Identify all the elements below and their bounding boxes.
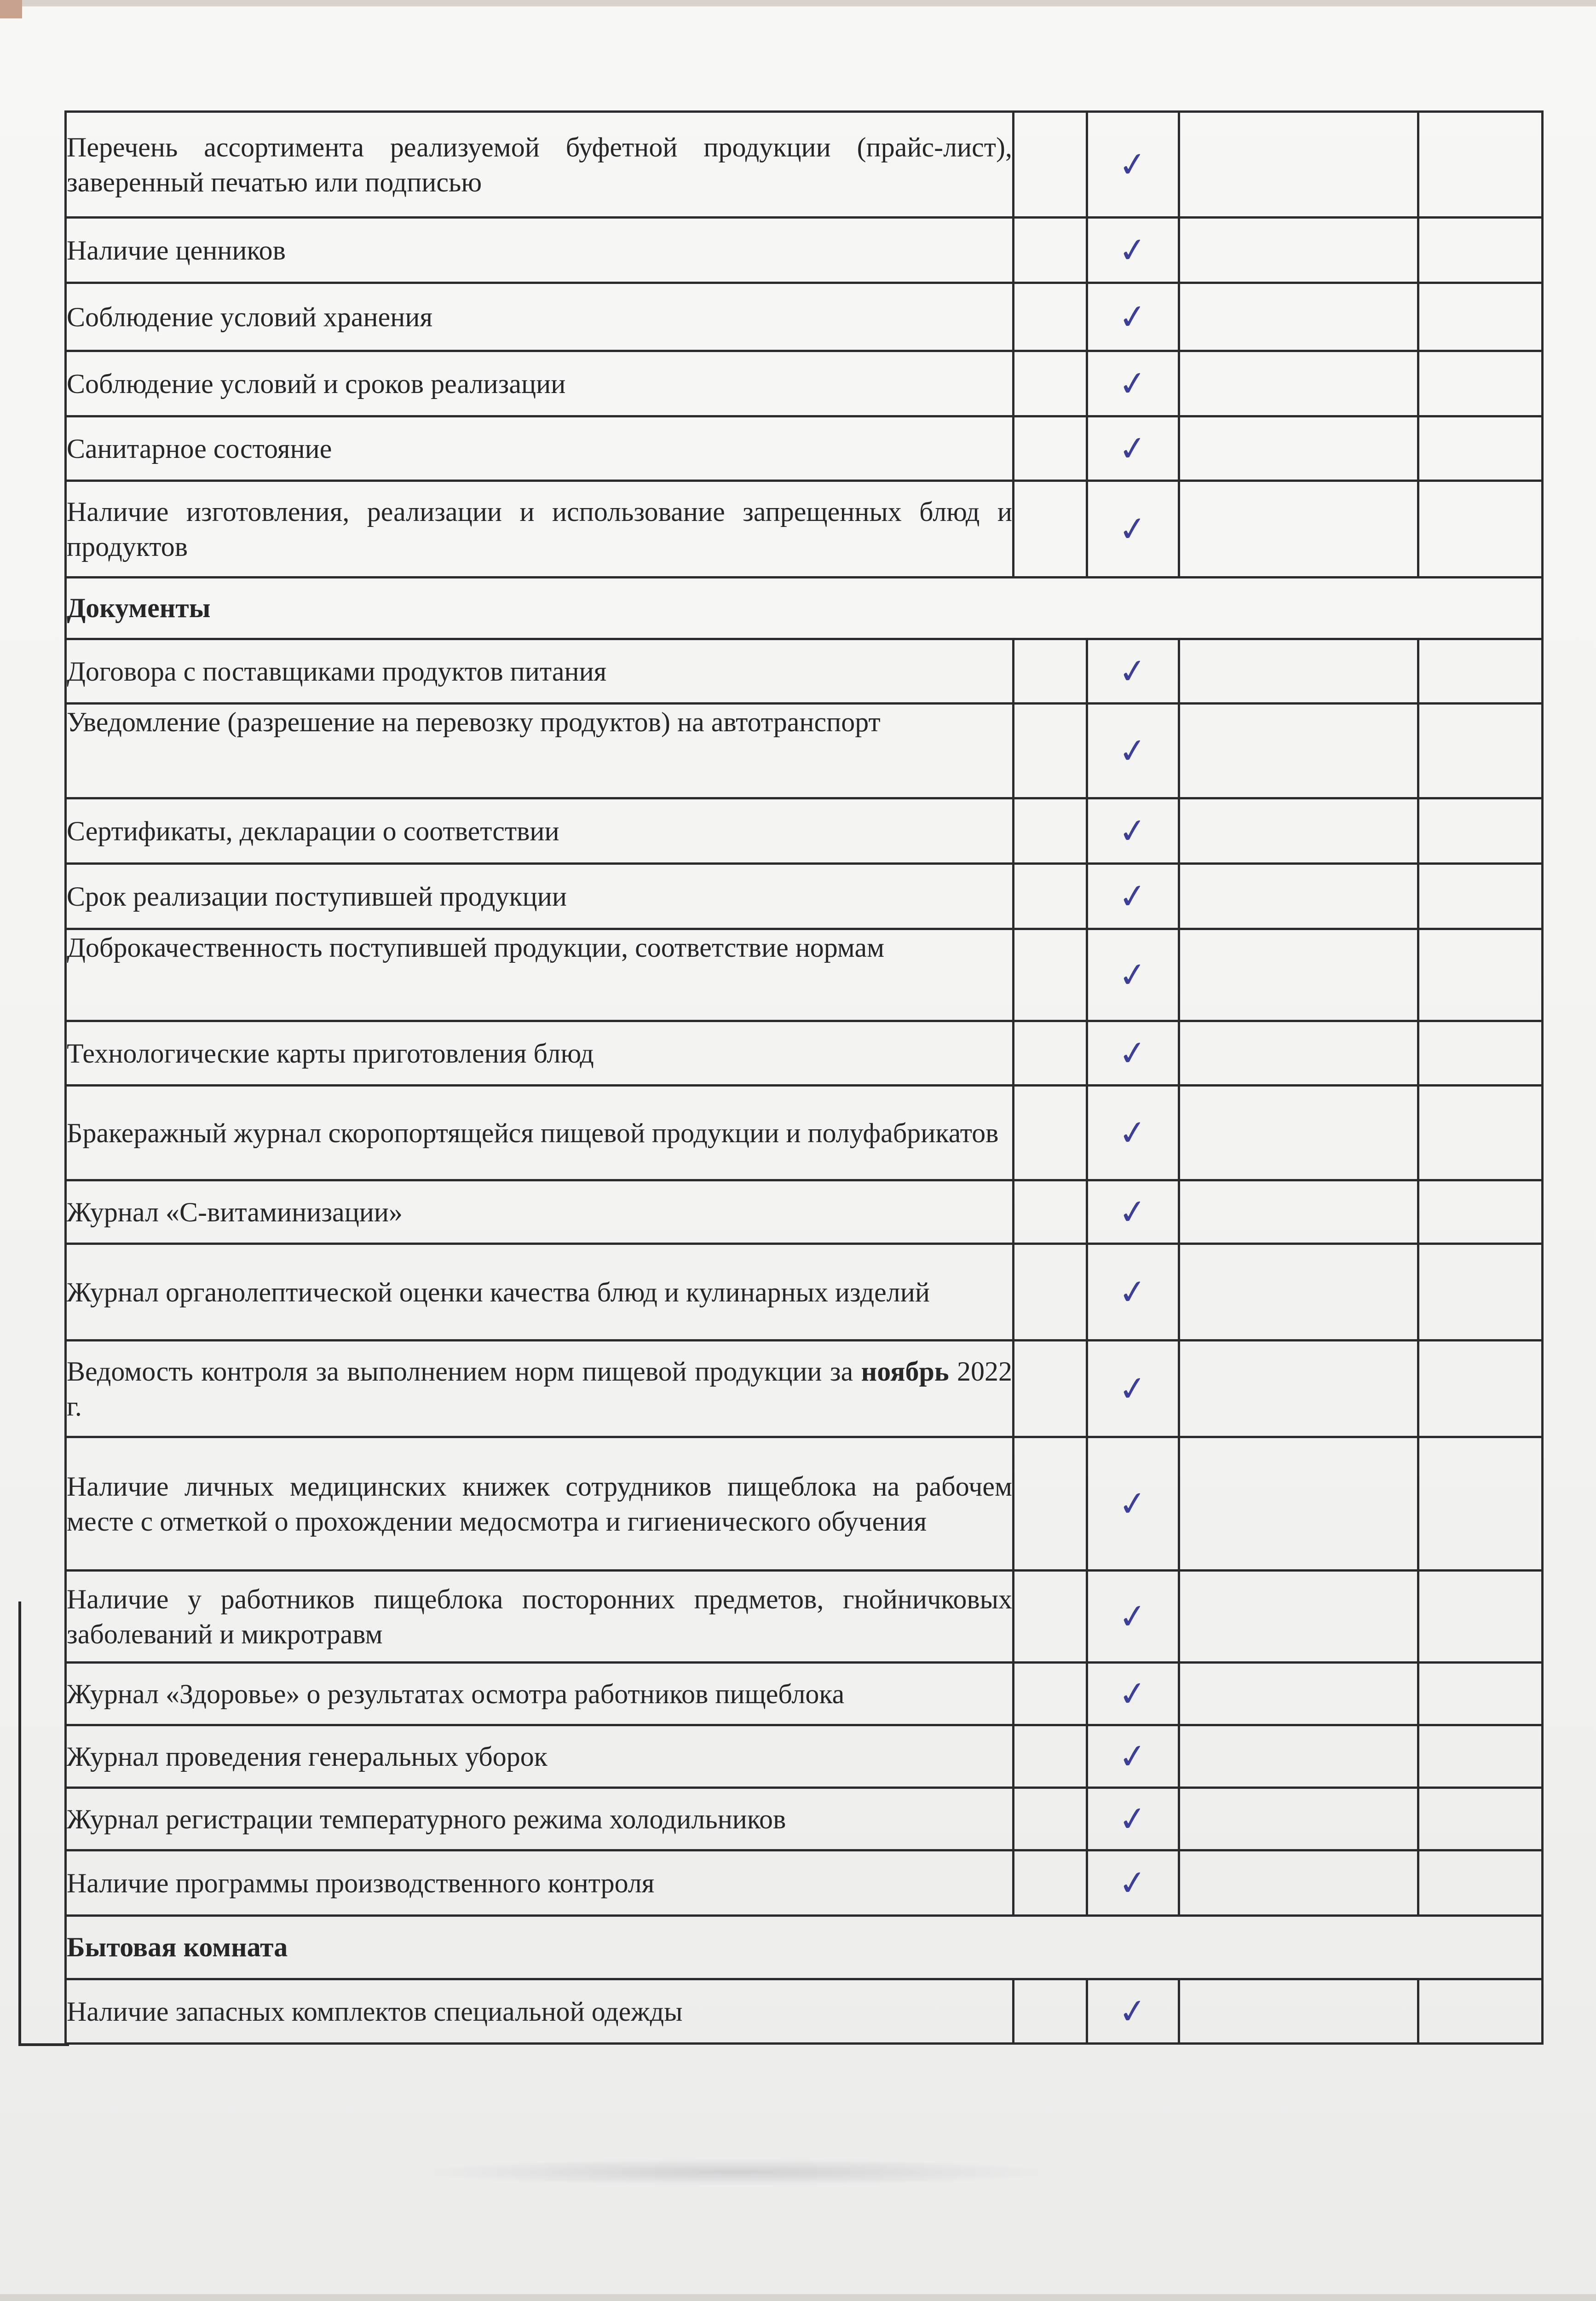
criterion-text: Журнал проведения генеральных уборок xyxy=(66,1725,1014,1788)
checkmark-icon: ✓ xyxy=(1117,229,1149,272)
checkmark-icon: ✓ xyxy=(1117,650,1149,693)
checkmark-icon: ✓ xyxy=(1117,1672,1149,1715)
empty-cell xyxy=(1418,929,1543,1021)
previous-page-edge-corner xyxy=(18,2043,69,2046)
empty-cell xyxy=(1014,112,1087,218)
table-row xyxy=(66,1086,1543,1180)
empty-cell xyxy=(1418,481,1543,578)
criterion-text: Наличие программы производственного контроля xyxy=(66,1850,1014,1916)
empty-cell xyxy=(1014,283,1087,351)
criterion-text xyxy=(66,1341,1014,1437)
criterion-text: Журнал регистрации температурного режима холодильников xyxy=(66,1788,1014,1850)
section-title: Бытовая комната xyxy=(66,1916,1543,1979)
empty-cell xyxy=(1418,1341,1543,1437)
criterion-text: Санитарное состояние xyxy=(66,416,1014,481)
empty-cell xyxy=(1014,1725,1087,1788)
inspection-checklist-table xyxy=(64,110,1544,2045)
empty-cell xyxy=(1014,481,1087,578)
empty-cell xyxy=(1418,218,1543,283)
empty-cell xyxy=(1418,1788,1543,1850)
criterion-text: Уведомление (разрешение на перевозку продуктов) на автотранспорт xyxy=(66,704,1014,798)
empty-cell xyxy=(1179,1979,1418,2044)
table-row xyxy=(66,1341,1543,1437)
mark-cell xyxy=(1087,351,1179,416)
empty-cell xyxy=(1418,1725,1543,1788)
criterion-text: Наличие ценников xyxy=(66,218,1014,283)
empty-cell xyxy=(1179,1850,1418,1916)
mark-cell xyxy=(1087,112,1179,218)
empty-cell xyxy=(1014,1021,1087,1086)
empty-cell xyxy=(1014,798,1087,864)
empty-cell xyxy=(1179,218,1418,283)
table-row xyxy=(66,1979,1543,2044)
empty-cell xyxy=(1014,1437,1087,1571)
table-row xyxy=(66,929,1543,1021)
table-row xyxy=(66,481,1543,578)
table-row xyxy=(66,1571,1543,1663)
table-row xyxy=(66,1437,1543,1571)
empty-cell xyxy=(1179,639,1418,704)
month-name: ноябрь xyxy=(861,1356,949,1387)
checkmark-icon: ✓ xyxy=(1117,1111,1149,1154)
empty-cell xyxy=(1014,704,1087,798)
empty-cell xyxy=(1014,1850,1087,1916)
empty-cell xyxy=(1179,798,1418,864)
table-row xyxy=(66,639,1543,704)
table-row xyxy=(66,704,1543,798)
table-row xyxy=(66,416,1543,481)
empty-cell xyxy=(1179,1244,1418,1341)
checkmark-icon: ✓ xyxy=(1117,1990,1149,2033)
checkmark-icon: ✓ xyxy=(1117,508,1149,550)
empty-cell xyxy=(1418,864,1543,929)
empty-cell xyxy=(1014,1663,1087,1725)
empty-cell xyxy=(1014,1244,1087,1341)
mark-cell xyxy=(1087,1979,1179,2044)
mark-cell xyxy=(1087,1850,1179,1916)
empty-cell xyxy=(1418,1437,1543,1571)
checkmark-icon: ✓ xyxy=(1117,143,1149,186)
empty-cell xyxy=(1014,1180,1087,1244)
mark-cell xyxy=(1087,1086,1179,1180)
mark-cell xyxy=(1087,1663,1179,1725)
section-header-row xyxy=(66,578,1543,639)
checkmark-icon: ✓ xyxy=(1117,1595,1149,1638)
table-row xyxy=(66,351,1543,416)
empty-cell xyxy=(1179,1021,1418,1086)
empty-cell xyxy=(1179,1788,1418,1850)
empty-cell xyxy=(1179,1341,1418,1437)
empty-cell xyxy=(1014,1979,1087,2044)
table-row xyxy=(66,1788,1543,1850)
empty-cell xyxy=(1014,218,1087,283)
table-row xyxy=(66,1725,1543,1788)
bleed-through-smudge xyxy=(414,2158,1058,2186)
checkmark-icon: ✓ xyxy=(1117,1032,1149,1075)
empty-cell xyxy=(1418,351,1543,416)
mark-cell xyxy=(1087,283,1179,351)
criterion-text: Перечень ассортимента реализуемой буфетной продукции (прайс-лист), заверенный печатью или подписью xyxy=(66,112,1014,218)
scan-bottom-edge xyxy=(0,2294,1596,2301)
mark-cell xyxy=(1087,1244,1179,1341)
empty-cell xyxy=(1179,1180,1418,1244)
table-row xyxy=(66,1021,1543,1086)
empty-cell xyxy=(1179,416,1418,481)
checkmark-icon: ✓ xyxy=(1117,1798,1149,1840)
empty-cell xyxy=(1418,1663,1543,1725)
mark-cell xyxy=(1087,1437,1179,1571)
mark-cell xyxy=(1087,639,1179,704)
criterion-text: Сертификаты, декларации о соответствии xyxy=(66,798,1014,864)
scan-corner-mark xyxy=(0,0,22,18)
mark-cell xyxy=(1087,1021,1179,1086)
empty-cell xyxy=(1179,864,1418,929)
empty-cell xyxy=(1014,1571,1087,1663)
table-row xyxy=(66,283,1543,351)
table-row xyxy=(66,1180,1543,1244)
mark-cell xyxy=(1087,929,1179,1021)
checkmark-icon: ✓ xyxy=(1117,1735,1149,1778)
empty-cell xyxy=(1418,416,1543,481)
criterion-text: Бракеражный журнал скоропортящейся пищевой продукции и полуфабрикатов xyxy=(66,1086,1014,1180)
empty-cell xyxy=(1014,864,1087,929)
empty-cell xyxy=(1179,1437,1418,1571)
checkmark-icon: ✓ xyxy=(1117,954,1149,996)
checkmark-icon: ✓ xyxy=(1117,362,1149,405)
empty-cell xyxy=(1418,112,1543,218)
criterion-text: Журнал органолептической оценки качества блюд и кулинарных изделий xyxy=(66,1244,1014,1341)
mark-cell xyxy=(1087,1725,1179,1788)
empty-cell xyxy=(1418,1086,1543,1180)
empty-cell xyxy=(1418,283,1543,351)
criterion-text: Договора с поставщиками продуктов питания xyxy=(66,639,1014,704)
empty-cell xyxy=(1418,1979,1543,2044)
empty-cell xyxy=(1014,639,1087,704)
mark-cell xyxy=(1087,1788,1179,1850)
mark-cell xyxy=(1087,1571,1179,1663)
criterion-text: Срок реализации поступившей продукции xyxy=(66,864,1014,929)
criterion-text: Журнал «Здоровье» о результатах осмотра работников пищеблока xyxy=(66,1663,1014,1725)
checkmark-icon: ✓ xyxy=(1117,1271,1149,1313)
mark-cell xyxy=(1087,218,1179,283)
empty-cell xyxy=(1418,1180,1543,1244)
scan-top-edge xyxy=(0,0,1596,6)
criterion-text: Наличие запасных комплектов специальной одежды xyxy=(66,1979,1014,2044)
previous-page-edge xyxy=(18,1601,21,2046)
empty-cell xyxy=(1179,929,1418,1021)
checkmark-icon: ✓ xyxy=(1117,809,1149,852)
criterion-text: Технологические карты приготовления блюд xyxy=(66,1021,1014,1086)
mark-cell xyxy=(1087,798,1179,864)
section-header-row xyxy=(66,1916,1543,1979)
criterion-text: Журнал «С-витаминизации» xyxy=(66,1180,1014,1244)
empty-cell xyxy=(1014,416,1087,481)
checkmark-icon: ✓ xyxy=(1117,295,1149,338)
table-row xyxy=(66,1663,1543,1725)
table-row xyxy=(66,112,1543,218)
empty-cell xyxy=(1418,1244,1543,1341)
criterion-text-part: 2022 г. xyxy=(67,1356,1013,1422)
mark-cell xyxy=(1087,416,1179,481)
empty-cell xyxy=(1418,798,1543,864)
empty-cell xyxy=(1418,639,1543,704)
criterion-text: Соблюдение условий и сроков реализации xyxy=(66,351,1014,416)
empty-cell xyxy=(1418,704,1543,798)
table-row xyxy=(66,218,1543,283)
empty-cell xyxy=(1014,351,1087,416)
criterion-text: Наличие у работников пищеблока посторонних предметов, гнойничковых заболеваний и микротравм xyxy=(66,1571,1014,1663)
checkmark-icon: ✓ xyxy=(1117,1862,1149,1904)
mark-cell xyxy=(1087,1341,1179,1437)
empty-cell xyxy=(1418,1850,1543,1916)
checkmark-icon: ✓ xyxy=(1117,1191,1149,1233)
empty-cell xyxy=(1179,481,1418,578)
empty-cell xyxy=(1014,1788,1087,1850)
criterion-text: Наличие изготовления, реализации и использование запрещенных блюд и продуктов xyxy=(66,481,1014,578)
checkmark-icon: ✓ xyxy=(1117,427,1149,470)
empty-cell xyxy=(1014,1341,1087,1437)
empty-cell xyxy=(1179,1725,1418,1788)
empty-cell xyxy=(1418,1571,1543,1663)
checkmark-icon: ✓ xyxy=(1117,875,1149,918)
mark-cell xyxy=(1087,704,1179,798)
checkmark-icon: ✓ xyxy=(1117,1367,1149,1410)
empty-cell xyxy=(1179,351,1418,416)
table-row xyxy=(66,1850,1543,1916)
table-row xyxy=(66,1244,1543,1341)
empty-cell xyxy=(1179,704,1418,798)
checkmark-icon: ✓ xyxy=(1117,1482,1149,1525)
criterion-text: Наличие личных медицинских книжек сотрудников пищеблока на рабочем месте с отметкой о прохождении медосмотра и гигиенического обучения xyxy=(66,1437,1014,1571)
empty-cell xyxy=(1014,929,1087,1021)
criterion-text-part: Ведомость контроля за выполнением норм пищевой продукции за xyxy=(67,1356,861,1387)
section-title: Документы xyxy=(66,578,1543,639)
empty-cell xyxy=(1179,1663,1418,1725)
table-row xyxy=(66,864,1543,929)
empty-cell xyxy=(1179,1086,1418,1180)
empty-cell xyxy=(1418,1021,1543,1086)
checkmark-icon: ✓ xyxy=(1117,729,1149,772)
empty-cell xyxy=(1179,112,1418,218)
empty-cell xyxy=(1179,1571,1418,1663)
mark-cell xyxy=(1087,1180,1179,1244)
mark-cell xyxy=(1087,481,1179,578)
empty-cell xyxy=(1179,283,1418,351)
mark-cell xyxy=(1087,864,1179,929)
table-row xyxy=(66,798,1543,864)
criterion-text: Соблюдение условий хранения xyxy=(66,283,1014,351)
criterion-text: Доброкачественность поступившей продукции, соответствие нормам xyxy=(66,929,1014,1021)
empty-cell xyxy=(1014,1086,1087,1180)
